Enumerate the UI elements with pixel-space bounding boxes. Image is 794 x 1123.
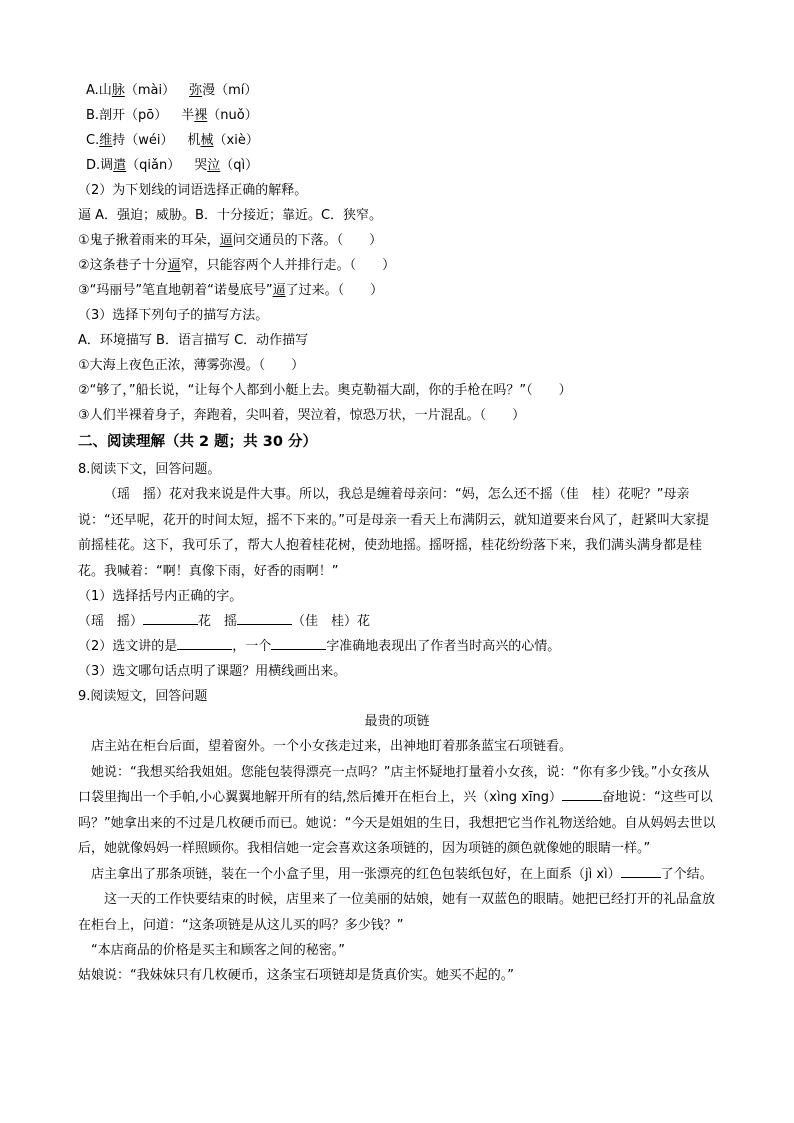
q7-2-item-3-pre: ③“玛丽号”笔直地朝着“诺曼底号” xyxy=(78,283,273,298)
section-2-heading: 二、阅读理解（共 2 题；共 30 分） xyxy=(78,434,317,450)
q8-title: 8.阅读下文，回答问题。 xyxy=(78,462,221,477)
option-c-underlined-1: 维 xyxy=(99,133,113,148)
q9-paragraph-1: 店主站在柜台后面，望着窗外。一个小女孩走过来，出神地盯着那条蓝宝石项链看。 xyxy=(91,739,573,754)
q7-2-item-2 xyxy=(78,253,716,278)
q8-sub-2-b: ，一个 xyxy=(232,639,272,654)
q9-paragraph-3-a: 店主拿出了那条项链，装在一个小盒子里，用一张漂亮的红色包装纸包好，在上面系（jì xì） xyxy=(91,866,621,882)
option-c-prefix: C. xyxy=(86,133,100,148)
option-c-rest: （xiè） xyxy=(213,133,259,148)
q8-sub-2 xyxy=(78,634,716,659)
option-d-underlined-2: 泣 xyxy=(207,158,221,173)
answer-blank-4[interactable] xyxy=(271,635,326,650)
q9-paragraph-2 xyxy=(78,760,716,862)
q8-sub-2-a: （2）选文讲的是 xyxy=(78,639,178,654)
q7-2-item-2-post: 窄，只能容两个人并排行走。（ ） xyxy=(180,258,396,273)
answer-blank-2[interactable] xyxy=(237,610,292,625)
option-c xyxy=(78,128,716,153)
option-d-prefix: D.调 xyxy=(86,158,114,173)
q9-paragraph-4: 这一天的工作快要结束的时候，店里来了一位美丽的姑娘，她有一双蓝色的眼睛。她把已经打开的礼品盒放在柜台上，问道：“这条项链是从这儿买的吗？多少钱？” xyxy=(78,892,716,933)
q7-3-item-2: ②“够了，”船长说，“让每个人都到小艇上去。奥克勒福大副，你的手枪在吗？”（ ） xyxy=(78,383,572,398)
q9-title: 9.阅读短文，回答问题 xyxy=(78,689,208,704)
q8-sub-1-mid: 花 摇 xyxy=(198,614,238,629)
q7-2-item-1-post: 问交通员的下落。（ ） xyxy=(232,233,383,248)
q7-3-choices: A．环境描写 B．语言描写 C．动作描写 xyxy=(78,333,309,348)
q7-3-title: （3）选择下列句子的描写方法。 xyxy=(78,308,269,323)
option-d-rest: （qì） xyxy=(220,158,259,173)
q7-2-item-3 xyxy=(78,278,716,303)
option-b-prefix: B.剖开（pō） xyxy=(86,108,168,123)
option-d-pinyin-1: （qiǎn） xyxy=(126,158,181,173)
q9-paragraph-6: 姑娘说：“我妹妹只有几枚硬币，这条宝石项链却是货真价实。她买不起的。” xyxy=(78,968,514,983)
q8-sub-3: （3）选文哪句话点明了课题？用横线画出来。 xyxy=(78,664,347,679)
option-a-pinyin-1: （mài） xyxy=(124,83,176,98)
q9-paragraph-3 xyxy=(78,862,716,888)
answer-blank-6[interactable] xyxy=(621,863,661,878)
option-d-underlined-1: 遣 xyxy=(113,158,127,173)
q7-2-item-2-underlined: 逼 xyxy=(167,258,181,273)
option-a-underlined-1: 脉 xyxy=(111,83,125,98)
q7-2-item-3-underlined: 逼 xyxy=(272,283,286,298)
option-a-rest: 漫（mí） xyxy=(202,83,258,98)
q9-paragraph-3-b: 了个结。 xyxy=(660,866,713,882)
q8-sub-1-choice-a: （瑶 摇） xyxy=(78,614,144,629)
option-a xyxy=(78,78,716,103)
q7-2-item-1-underlined: 逼 xyxy=(219,233,233,248)
option-c-underlined-2: 械 xyxy=(200,133,214,148)
q8-passage: （瑶 摇）花对我来说是件大事。所以，我总是缠着母亲问：“妈，怎么还不摇（佳 桂）花呢？”母亲说：“还早呢，花开的时间太短，摇不下来的。”可是母亲一看天上布满阴云，就知道要来台风了，赶紧叫大家提前摇桂花。这下，我可乐了，帮大人抱着桂花树，使劲地摇。摇呀摇，桂花纷纷落下来，我们满头满身都是桂花。我喊着：“啊！真像下雨，好香的雨啊！” xyxy=(78,487,709,579)
q8-sub-1: （1）选择括号内正确的字。 xyxy=(78,589,243,604)
option-b-rest: （nuǒ） xyxy=(207,108,258,123)
q8-sub-1-answer xyxy=(78,609,716,634)
q7-2-choices: 逼 A．强迫；威胁。B．十分接近；靠近。C．狭窄。 xyxy=(78,208,383,223)
q7-3-item-1: ①大海上夜色正浓，薄雾弥漫。（ ） xyxy=(78,358,305,373)
q9-paragraph-2-b: 奋地说：“这些可以吗？”她拿出来的不过是几枚硬币而已。她说：“今天是姐姐的生日，我想把它当作礼物送给她。自从妈妈去世以后，她就像妈妈一样照顾你。我相信她一定会喜欢这条项链的，因为项链的颜色就像她的眼睛一样。” xyxy=(78,790,716,856)
option-b-mid: 半 xyxy=(181,108,195,123)
option-c-mid: 机 xyxy=(187,133,201,148)
q9-paragraph-2-a: 她说：“我想买给我姐姐。您能包装得漂亮一点吗？”店主怀疑地打量着小女孩，说：“你有多少钱。”小女孩从口袋里掏出一个手帕,小心翼翼地解开所有的结,然后摊开在柜台上，兴（xìng xīng） xyxy=(78,764,710,805)
option-c-pinyin-1: 持（wéi） xyxy=(112,133,174,148)
q9-paragraph-5: “本店商品的价格是买主和顾客之间的秘密。” xyxy=(91,943,345,958)
option-a-underlined-2: 弥 xyxy=(189,83,203,98)
q7-3-item-3: ③人们半裸着身子，奔跑着，尖叫着，哭泣着，惊恐万状，一片混乱。（ ） xyxy=(78,408,526,423)
answer-blank-5[interactable] xyxy=(562,786,602,801)
q7-2-item-2-pre: ②这条巷子十分 xyxy=(78,258,168,273)
option-b-underlined: 裸 xyxy=(194,108,208,123)
answer-blank-1[interactable] xyxy=(143,610,198,625)
q8-sub-2-c: 字准确地表现出了作者当时高兴的心情。 xyxy=(326,639,561,654)
q7-2-title: （2）为下划线的词语选择正确的解释。 xyxy=(78,183,308,198)
q8-sub-1-choice-b: （佳 桂）花 xyxy=(292,614,371,629)
article-title: 最贵的项链 xyxy=(364,714,430,729)
option-d-mid: 哭 xyxy=(194,158,208,173)
option-d xyxy=(78,153,716,178)
q7-2-item-3-post: 了过来。（ ） xyxy=(285,283,384,298)
q7-2-item-1-pre: ①鬼子揪着雨来的耳朵， xyxy=(78,233,220,248)
q7-2-item-1 xyxy=(78,228,716,253)
option-a-prefix: A.山 xyxy=(86,83,112,98)
option-b xyxy=(78,103,716,128)
answer-blank-3[interactable] xyxy=(177,635,232,650)
